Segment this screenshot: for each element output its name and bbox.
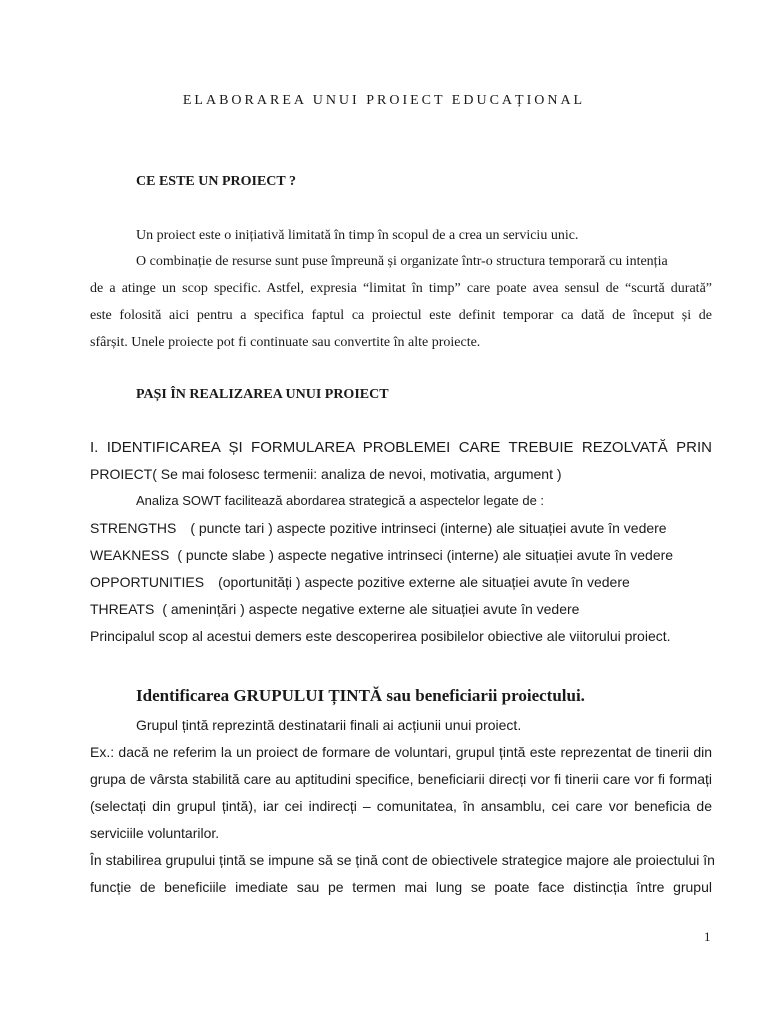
paragraph-line: este folosită aici pentru a specifica faptul ca proiectul este definit temporar ca dată de început și de bbox=[90, 308, 712, 323]
document-title: ELABORAREA UNUI PROIECT EDUCAȚIONAL bbox=[182, 93, 586, 108]
step-line: PROIECT( Se mai folosesc termenii: analiza de nevoi, motivatia, argument ) bbox=[90, 466, 562, 482]
paragraph-line: O combinație de resurse sunt puse împreună și organizate într-o structura temporară cu intenția bbox=[136, 254, 668, 269]
section-heading-grup-tinta: Identificarea GRUPULUI ȚINTĂ sau beneficiarii proiectului. bbox=[136, 686, 585, 705]
paragraph-line: Un proiect este o inițiativă limitată în timp în scopul de a crea un serviciu unic. bbox=[136, 228, 579, 243]
paragraph-line: de a atinge un scop specific. Astfel, expresia “limitat în timp” care poate avea sensul de “scurtă durată” bbox=[90, 281, 712, 296]
paragraph-line: grupa de vârsta stabilită care au aptitudini specifice, beneficiarii direcți vor fi tinerii care vor fi formați bbox=[90, 771, 712, 787]
paragraph-line: În stabilirea grupului țintă se impune să se țină cont de obiectivele strategice majore ale proiectului în bbox=[90, 852, 715, 868]
page-number: 1 bbox=[704, 929, 711, 944]
swot-row bbox=[90, 547, 673, 563]
swot-row bbox=[90, 520, 667, 536]
paragraph-line: sfârșit. Unele proiecte pot fi continuate sau convertite în alte proiecte. bbox=[90, 335, 481, 350]
section-heading-pasi: PAȘI ÎN REALIZAREA UNUI PROIECT bbox=[136, 387, 389, 402]
swot-row bbox=[90, 601, 579, 617]
section-heading-ce-este: CE ESTE UN PROIECT ? bbox=[136, 174, 297, 189]
swot-conclusion: Principalul scop al acestui demers este descoperirea posibilelor obiective ale viitorului proiect. bbox=[90, 628, 671, 644]
swot-term: WEAKNESS bbox=[90, 547, 170, 563]
paragraph-line: serviciile voluntarilor. bbox=[90, 825, 220, 841]
swot-desc: (oportunități ) aspecte pozitive externe ale situației avute în vedere bbox=[218, 574, 630, 590]
swot-desc: ( puncte slabe ) aspecte negative intrinseci (interne) ale situației avute în vedere bbox=[177, 547, 674, 563]
paragraph-line: funcție de beneficiile imediate sau pe termen mai lung se poate face distincția între grupul bbox=[90, 879, 712, 895]
swot-term: OPPORTUNITIES bbox=[90, 574, 205, 590]
paragraph-line: Grupul țintă reprezintă destinatarii finali ai acțiunii unui proiect. bbox=[136, 717, 522, 733]
swot-term: THREATS bbox=[90, 601, 155, 617]
swot-intro: Analiza SOWT facilitează abordarea strategică a aspectelor legate de : bbox=[136, 493, 545, 508]
swot-row bbox=[90, 574, 630, 590]
swot-term: STRENGTHS bbox=[90, 520, 177, 536]
step-line: I. IDENTIFICAREA ȘI FORMULAREA PROBLEMEI CARE TREBUIE REZOLVATĂ PRIN bbox=[90, 439, 712, 456]
swot-desc: ( amenințări ) aspecte negative externe ale situației avute în vedere bbox=[162, 601, 580, 617]
swot-desc: ( puncte tari ) aspecte pozitive intrinseci (interne) ale situației avute în vedere bbox=[190, 520, 667, 536]
paragraph-line: (selectați din grupul țintă), iar cei indirecți – comunitatea, în ansamblu, cei care vor beneficia de bbox=[90, 798, 712, 814]
paragraph-line: Ex.: dacă ne referim la un proiect de formare de voluntari, grupul țintă este reprezentat de tinerii din bbox=[90, 744, 712, 760]
